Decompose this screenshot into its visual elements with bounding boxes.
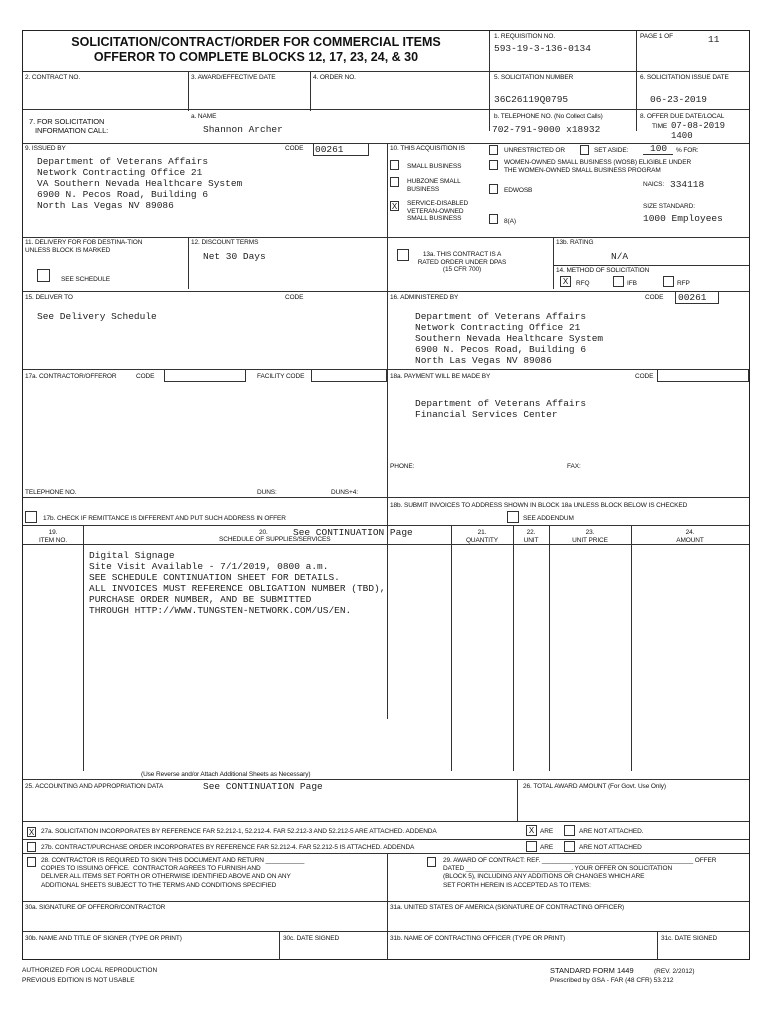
8a-checkbox[interactable] (489, 214, 498, 224)
contractor-code-label: CODE (136, 373, 155, 380)
contractor-telephone-label: TELEPHONE NO. (25, 489, 77, 496)
deliver-to-value[interactable]: See Delivery Schedule (37, 311, 157, 322)
size-standard-label: SIZE STANDARD: (643, 203, 695, 210)
due-date-label: 8. OFFER DUE DATE/LOCAL (640, 113, 725, 120)
facility-code-box[interactable] (311, 369, 387, 382)
hubzone-label: HUBZONE SMALL BUSINESS (407, 178, 461, 193)
due-date-value[interactable]: 07-08-2019 (671, 121, 726, 131)
requisition-label: 1. REQUISITION NO. (494, 33, 556, 40)
rfq-checkbox[interactable]: X (560, 276, 571, 287)
small-business-label: SMALL BUSINESS (407, 163, 462, 170)
footer-authorized: AUTHORIZED FOR LOCAL REPRODUCTION (22, 967, 158, 974)
payment-address: Department of Veterans Affairs Financial Services Center (415, 398, 587, 420)
clause-27b-text: 27b. CONTRACT/PURCHASE ORDER INCORPORATES BY REFERENCE FAR 52.212-4. FAR 52.212-5 IS ATTACHED. ADDENDA (41, 844, 415, 851)
contractor-code-box[interactable] (164, 369, 246, 382)
contact-name[interactable]: Shannon Archer (203, 124, 283, 135)
issued-by-label: 9. ISSUED BY (25, 145, 66, 152)
submit-invoices-label: 18b. SUBMIT INVOICES TO ADDRESS SHOWN IN BLOCK 18a UNLESS BLOCK BELOW IS CHECKED (390, 502, 688, 509)
payment-code-label: CODE (635, 373, 654, 380)
solicitation-number-label: 5. SOLICITATION NUMBER (494, 74, 574, 81)
form-title-line1: SOLICITATION/CONTRACT/ORDER FOR COMMERCIAL ITEMS (71, 35, 441, 49)
administered-by-label: 16. ADMINISTERED BY (390, 294, 459, 301)
clause-27a-are: ARE (540, 828, 554, 835)
requisition-value[interactable]: 593-19-3-136-0134 (494, 43, 591, 54)
issued-by-address: Department of Veterans Affairs Network Contracting Office 21 VA Southern Nevada Healthcare System 6900 N. Pecos Road, Building 6 North Las Vegas NV 89086 (37, 156, 243, 211)
administered-code-label: CODE (645, 294, 664, 301)
accounting-value: See CONTINUATION Page (203, 781, 323, 792)
clause-29-checkbox[interactable] (427, 857, 436, 867)
discount-terms-label: 12. DISCOUNT TERMS (191, 239, 259, 246)
accounting-label: 25. ACCOUNTING AND APPROPRIATION DATA (25, 783, 164, 790)
form-title-line2: OFFEROR TO COMPLETE BLOCKS 12, 17, 23, 24, & 30 (93, 50, 419, 64)
co-date-signed-label: 31c. DATE SIGNED (661, 935, 718, 942)
unrestricted-label: UNRESTRICTED OR (504, 147, 565, 154)
administered-by-address: Department of Veterans Affairs Network Contracting Office 21 Southern Nevada Healthcare System 6900 N. Pecos Road, Building 6 North Las Vegas NV 89086 (415, 311, 604, 366)
issued-code-value: 00261 (315, 144, 344, 155)
unrestricted-checkbox[interactable] (489, 145, 498, 155)
see-addendum-checkbox[interactable] (507, 511, 519, 523)
col-amount: 24. AMOUNT (676, 529, 704, 544)
ifb-label: IFB (627, 280, 637, 287)
issued-code-label: CODE (285, 145, 304, 152)
page-total: 11 (708, 34, 720, 45)
remittance-checkbox[interactable] (25, 511, 37, 523)
rated-order-label: 13a. THIS CONTRACT IS A RATED ORDER UNDER DPAS (15 CFR 700) (417, 251, 507, 273)
discount-terms-value[interactable]: Net 30 Days (203, 251, 266, 262)
rating-label: 13b. RATING (556, 239, 594, 246)
remittance-label: 17b. CHECK IF REMITTANCE IS DIFFERENT AND PUT SUCH ADDRESS IN OFFER (43, 515, 286, 522)
clause-28-checkbox[interactable] (27, 857, 36, 867)
total-award-label: 26. TOTAL AWARD AMOUNT (For Govt. Use Only) (523, 783, 666, 790)
rated-order-checkbox[interactable] (397, 249, 409, 261)
item-description: Digital Signage Site Visit Available - 7/1/2019, 0800 a.m. SEE SCHEDULE CONTINUATION SHEET FOR DETAILS. ALL INVOICES MUST REFERENCE OBLIGATION NUMBER (TBD), PURCHASE ORDER NUMBER, AND BE SUBMITTED THROUGH HTTP://WWW.TUNGSTEN-NETWORK.COM/US/EN. (89, 550, 386, 616)
ifb-checkbox[interactable] (613, 276, 624, 287)
payment-code-box[interactable] (657, 369, 749, 382)
telephone-value[interactable]: 702-791-9000 x18932 (492, 124, 601, 135)
clause-27b-are: ARE (540, 844, 554, 851)
acquisition-label: 10. THIS ACQUISITION IS (390, 145, 465, 152)
clause-27a-checkbox[interactable]: X (28, 828, 35, 837)
size-standard-value[interactable]: 1000 Employees (643, 213, 723, 224)
administered-code-value: 00261 (678, 292, 707, 303)
8a-label: 8(A) (504, 218, 516, 225)
award-date-label: 3. AWARD/EFFECTIVE DATE (191, 74, 276, 81)
telephone-label: b. TELEPHONE NO. (No Collect Calls) (494, 113, 603, 120)
see-schedule-checkbox[interactable] (37, 269, 50, 282)
col-quantity: 21. QUANTITY (465, 529, 499, 544)
rfq-label: RFQ (576, 280, 590, 287)
solicitation-method-label: 14. METHOD OF SOLICITATION (556, 267, 650, 274)
solicitation-number-value[interactable]: 36C26119Q0795 (494, 94, 569, 105)
reverse-note: (Use Reverse and/or Attach Additional Sheets as Necessary) (141, 771, 311, 778)
small-business-checkbox[interactable] (390, 160, 399, 170)
wosb-label: WOMEN-OWNED SMALL BUSINESS (WOSB) ELIGIBLE UNDER THE WOMEN-OWNED SMALL BUSINESS PROGRAM (504, 159, 692, 174)
sdvosb-checkbox[interactable]: X (391, 202, 398, 211)
name-label: a. NAME (191, 113, 217, 120)
issue-date-value[interactable]: 06-23-2019 (650, 94, 708, 105)
edwosb-label: EDWOSB (504, 187, 533, 194)
clause-27b-are-not: ARE NOT ATTACHED (579, 844, 642, 851)
deliver-to-label: 15. DELIVER TO (25, 294, 73, 301)
info-call-label-1: 7. FOR SOLICITATION (29, 117, 105, 126)
schedule-continuation-note: See CONTINUATION Page (293, 527, 413, 538)
set-aside-percent[interactable]: 100 (650, 143, 668, 154)
percent-for-label: % FOR: (676, 147, 699, 154)
naics-value[interactable]: 334118 (670, 179, 705, 190)
order-no-label: 4. ORDER NO. (313, 74, 356, 81)
rating-value[interactable]: N/A (611, 251, 629, 262)
facility-code-label: FACILITY CODE (257, 373, 305, 380)
clause-27b-are-checkbox[interactable] (526, 841, 537, 852)
col-unit: 22. UNIT (523, 529, 539, 544)
duns4-label: DUNS+4: (331, 489, 358, 496)
footer-previous-edition: PREVIOUS EDITION IS NOT USABLE (22, 977, 135, 984)
contractor-label: 17a. CONTRACTOR/OFFEROR (25, 373, 117, 380)
clause-27a-are-not-checkbox[interactable] (564, 825, 575, 836)
clause-27a-are-not: ARE NOT ATTACHED. (579, 828, 644, 835)
contract-no-label: 2. CONTRACT NO. (25, 74, 81, 81)
wosb-checkbox[interactable] (489, 160, 498, 170)
sf1449-form (22, 30, 750, 960)
rfp-checkbox[interactable] (663, 276, 674, 287)
co-name-label: 31b. NAME OF CONTRACTING OFFICER (TYPE OR PRINT) (390, 935, 566, 942)
issue-date-label: 6. SOLICITATION ISSUE DATE (640, 74, 729, 81)
signer-name-label: 30b. NAME AND TITLE OF SIGNER (TYPE OR PRINT) (25, 935, 182, 942)
due-time-value[interactable]: 1400 (671, 131, 693, 141)
clause-27b-are-not-checkbox[interactable] (564, 841, 575, 852)
time-label: TIME (652, 123, 668, 130)
clause-29-text: 29. AWARD OF CONTRACT: REF. ___________________________________________ OFFER DATED ______________________________. YOUR OFFER ON SOLICITATION (BLOCK 5), INCLUDING ANY ADDITIONS OR CHANGES WHICH ARE SET FORTH HEREIN IS ACCEPTED AS TO ITEMS: (443, 857, 717, 889)
payment-label: 18a. PAYMENT WILL BE MADE BY (390, 373, 491, 380)
offeror-date-signed-label: 30c. DATE SIGNED (283, 935, 340, 942)
set-aside-checkbox[interactable] (580, 145, 589, 155)
clause-27a-text: 27a. SOLICITATION INCORPORATES BY REFERENCE FAR 52.212-1, 52.212-4. FAR 52.212-3 AND 52.212-5 ARE ATTACHED. ADDENDA (41, 828, 437, 835)
footer-revision: (REV. 2/2012) (654, 968, 695, 975)
footer-form-number: STANDARD FORM 1449 (550, 966, 634, 975)
rfp-label: RFP (677, 280, 690, 287)
col-item-no: 19. ITEM NO. (38, 529, 68, 544)
deliver-to-code-label: CODE (285, 294, 304, 301)
clause-27a-are-checkbox[interactable]: X (526, 825, 537, 836)
naics-label: NAICS: (643, 181, 665, 188)
edwosb-checkbox[interactable] (489, 184, 498, 194)
see-schedule-label: SEE SCHEDULE (61, 276, 111, 283)
signature-co-label: 31a. UNITED STATES OF AMERICA (SIGNATURE OF CONTRACTING OFFICER) (390, 904, 625, 911)
col-schedule-number: 20. (259, 529, 268, 536)
col-schedule: SCHEDULE OF SUPPLIES/SERVICES (219, 536, 331, 543)
fax-label: FAX: (567, 463, 581, 470)
see-addendum-label: SEE ADDENDUM (523, 515, 574, 522)
col-unit-price: 23. UNIT PRICE (572, 529, 608, 544)
sdvosb-label: SERVICE-DISABLED VETERAN-OWNED SMALL BUSINESS (407, 200, 469, 222)
duns-label: DUNS: (257, 489, 277, 496)
phone-label: PHONE: (390, 463, 415, 470)
info-call-label-2: INFORMATION CALL: (35, 126, 109, 135)
page-label: PAGE 1 OF (640, 33, 673, 40)
signature-offeror-label: 30a. SIGNATURE OF OFFEROR/CONTRACTOR (25, 904, 166, 911)
delivery-fob-label: 11. DELIVERY FOR FOB DESTINA-TION UNLESS BLOCK IS MARKED (25, 239, 143, 254)
clause-28-text: 28. CONTRACTOR IS REQUIRED TO SIGN THIS DOCUMENT AND RETURN ___________ COPIES TO ISSUING OFFICE. CONTRACTOR AGREES TO FURNISH AND DELIVER ALL ITEMS SET FORTH OR OTHERWISE IDENTIFIED ABOVE AND ON ANY ADDITIONAL SHEETS SUBJECT TO THE TERMS AND CONDITIONS SPECIFIED (41, 857, 305, 889)
set-aside-label: SET ASIDE: (594, 147, 629, 154)
clause-27b-checkbox[interactable] (27, 842, 36, 852)
hubzone-checkbox[interactable] (390, 177, 399, 187)
footer-prescribed: Prescribed by GSA - FAR (48 CFR) 53.212 (550, 977, 674, 984)
